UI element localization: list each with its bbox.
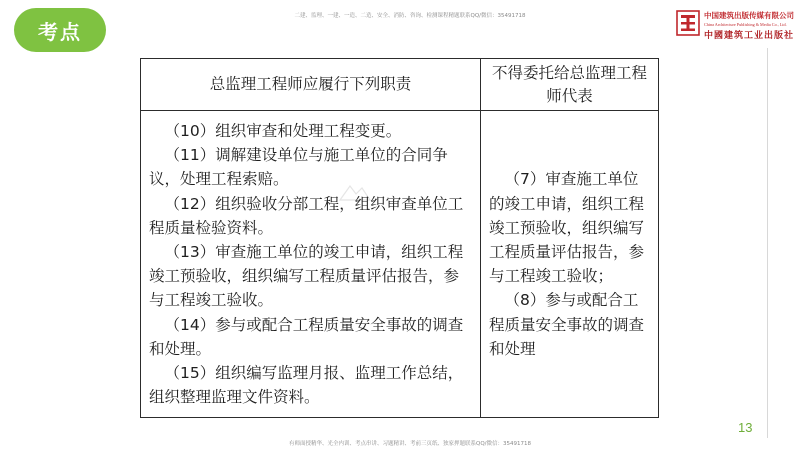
duty-comparison-table xyxy=(140,58,659,418)
duty-item: （11）调解建设单位与施工单位的合同争议，处理工程索赔。 xyxy=(149,146,448,189)
publisher-name-cn: 中国建筑出版传媒有限公司 xyxy=(703,11,794,20)
header-cell-duties: 总监理工程师应履行下列职责 xyxy=(141,59,481,111)
table-body-row xyxy=(141,111,659,418)
non-delegable-item: （8）参与或配合工程质量安全事故的调查和处理 xyxy=(489,291,645,358)
duty-item: （13）审查施工单位的竣工申请，组织工程竣工预验收，组织编写工程质量评估报告，参与工程竣工验收。 xyxy=(149,243,464,310)
footer-watermark-text: 有师面授精华、光全内训、考点串讲、习题精讲、考前三页纸、独家押题联系QQ/微信：35491718 xyxy=(288,441,531,447)
publisher-calligraphy: 中國建筑工业出版社 xyxy=(703,31,794,41)
topic-badge xyxy=(14,8,106,52)
table-header-row xyxy=(141,59,659,111)
duty-item: （15）组织编写监理月报、监理工作总结，组织整理监理文件资料。 xyxy=(149,364,464,407)
topic-badge-label: 考点 xyxy=(38,19,82,44)
duty-item: （12）组织验收分部工程，组织审查单位工程质量检验资料。 xyxy=(149,194,464,237)
publisher-name-en: China Architecture Publishing & Media Co., Ltd. xyxy=(703,22,787,27)
duty-item: （10）组织审查和处理工程变更。 xyxy=(164,122,402,140)
non-delegable-cell xyxy=(481,111,659,418)
header-cell-non-delegable: 不得委托给总监理工程师代表 xyxy=(481,59,659,111)
header-watermark-text: 二建、监理、一建、一造、二造、安全、消防、咨询、检测课程精题联系QQ/微信：35491718 xyxy=(294,13,526,19)
publisher-logo xyxy=(676,10,794,40)
publisher-logo-text xyxy=(704,10,794,41)
duty-item: （14）参与或配合工程质量安全事故的调查和处理。 xyxy=(149,315,464,358)
non-delegable-item: （7）审查施工单位的竣工申请，组织工程竣工预验收，组织编写工程质量评估报告，参与工程竣工验收； xyxy=(489,170,645,286)
publisher-emblem-icon xyxy=(676,10,700,36)
duties-cell xyxy=(141,111,481,418)
page-number: 13 xyxy=(738,420,753,435)
right-divider xyxy=(767,48,768,438)
